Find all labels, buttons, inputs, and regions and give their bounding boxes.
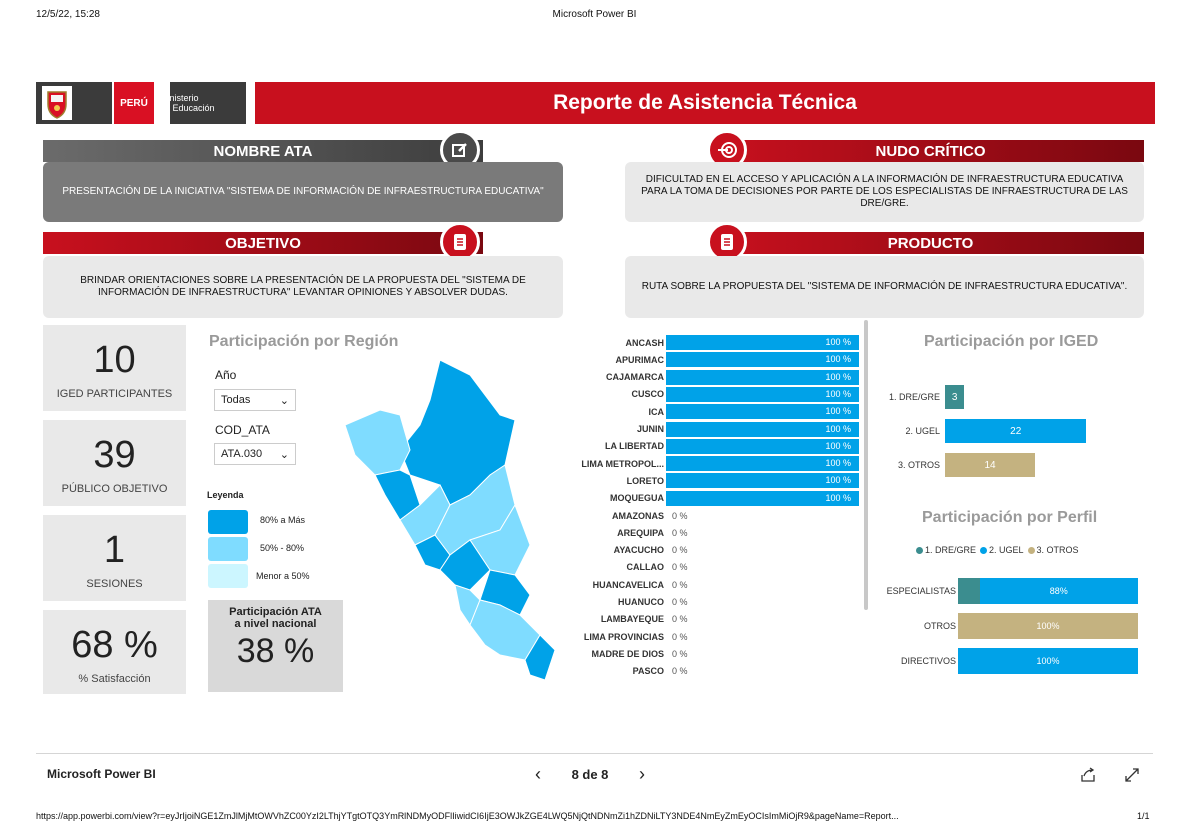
ministry-name: Ministerio de Educación (160, 93, 215, 113)
region-bar-value: 0 % (672, 631, 688, 642)
region-bar-label: ICA (648, 406, 664, 417)
region-bar-label: CAJAMARCA (606, 372, 664, 383)
region-bar[interactable]: 100 % (666, 352, 859, 367)
region-bar-value: 0 % (672, 545, 688, 556)
nudo-critico-title: NUDO CRÍTICO (717, 140, 1144, 162)
footer-app-name: Microsoft Power BI (47, 767, 156, 781)
legend-label-low: Menor a 50% (256, 571, 310, 581)
region-bar-value: 0 % (672, 614, 688, 625)
kpi-satisfaccion: 68 % % Satisfacción (43, 610, 186, 694)
chevron-left-icon[interactable]: ‹ (535, 763, 541, 784)
region-bar-label: HUANUCO (618, 597, 664, 607)
iged-bar[interactable]: 14 (945, 453, 1035, 477)
region-bar-row (559, 473, 859, 488)
region-bar[interactable]: 100 % (666, 439, 859, 454)
region-title: Participación por Región (209, 333, 399, 350)
ministry-logo (36, 82, 246, 124)
legend-swatch-low (208, 564, 248, 588)
cod-ata-label: COD_ATA (215, 423, 270, 437)
region-bar[interactable]: 100 % (666, 456, 859, 471)
legend-dot-icon (980, 547, 987, 554)
perfil-legend-item: 3. OTROS (1028, 543, 1079, 557)
producto-title: PRODUCTO (717, 232, 1144, 254)
legend-dot-icon (916, 547, 923, 554)
region-bar-row (559, 629, 688, 644)
perfil-title: Participación por Perfil (922, 509, 1098, 526)
region-bar-row (559, 335, 859, 350)
iged-bar-label: 3. OTROS (897, 460, 940, 470)
region-bar[interactable]: 100 % (666, 404, 859, 419)
region-bar-row (559, 370, 859, 385)
legend-label-high: 80% a Más (260, 515, 306, 525)
kpi-sesiones: 1 SESIONES (43, 515, 186, 601)
region-bar-label: MOQUEGUA (610, 493, 664, 504)
perfil-legend-item: 1. DRE/GRE (916, 543, 976, 557)
region-bar[interactable]: 100 % (666, 422, 859, 437)
region-bar-value: 0 % (672, 510, 688, 521)
region-bar-label: PASCO (632, 666, 664, 677)
fullscreen-icon[interactable] (1124, 767, 1140, 783)
region-bar-label: JUNIN (636, 424, 664, 434)
perfil-bar-label: ESPECIALISTAS (886, 586, 956, 596)
chevron-down-icon: ⌄ (279, 448, 289, 461)
iged-bar-label: 1. DRE/GRE (888, 392, 940, 402)
nombre-ata-text: PRESENTACIÓN DE LA INICIATIVA "SISTEMA DE INFORMACIÓN DE INFRAESTRUCTURA EDUCATIVA" (43, 162, 563, 222)
legend-swatch-high (208, 510, 248, 534)
region-bar-label: AREQUIPA (617, 527, 664, 538)
objetivo-text: BRINDAR ORIENTACIONES SOBRE LA PRESENTACIÓN DE LA PROPUESTA DEL "SISTEMA DE INFORMACIÓN DE INFRAESTRUCTURA" LEVANTAR OPINIONES Y ABSOLVER DUDAS. (43, 256, 563, 318)
share-icon[interactable] (1080, 767, 1096, 783)
region-bar-label: CALLAO (626, 562, 664, 573)
page-url: https://app.powerbi.com/view?r=eyJrIjoiNGE1ZmJlMjMtOWVhZC00YzI2LThjYTgtOTQ3YmRlNDMyODFlIiwidCI6IjE3OWJkZGE4LWQ5NjQtNDNmZi1hZDNiLTY3NDE4NmEyZmEyOCIsImMiOjR9&pageName=Report... (36, 811, 899, 821)
producto-text: RUTA SOBRE LA PROPUESTA DEL "SISTEMA DE INFORMACIÓN DE INFRAESTRUCTURA EDUCATIVA". (625, 256, 1144, 318)
region-bar-label: MADRE DE DIOS (591, 648, 664, 659)
page-count: 1/1 (1137, 811, 1150, 821)
legend-label-mid: 50% - 80% (260, 543, 305, 553)
perfil-bar-segment[interactable]: 100% (958, 648, 1138, 674)
region-bar-value: 0 % (672, 579, 688, 590)
region-bar-row (559, 508, 688, 523)
region-bar-row (559, 664, 688, 679)
region-bar-value: 0 % (672, 597, 688, 607)
legend-swatch-mid (208, 537, 248, 561)
iged-bar[interactable]: 3 (945, 385, 964, 409)
national-participation: Participación ATA a nivel nacional 38 % (208, 600, 343, 692)
region-bar-label: LIMA METROPOL... (581, 458, 664, 469)
region-bar-value: 0 % (672, 648, 688, 659)
region-bar-label: APURIMAC (615, 354, 664, 365)
region-bar-chart (559, 335, 859, 685)
region-bar[interactable]: 100 % (666, 387, 859, 402)
region-bar-row (559, 525, 688, 540)
iged-title: Participación por IGED (924, 333, 1099, 350)
perfil-bar-label: OTROS (923, 621, 956, 631)
region-bar-row (559, 560, 688, 575)
year-label: Año (215, 368, 237, 382)
cod-ata-dropdown[interactable]: ATA.030 ⌄ (214, 443, 296, 465)
region-bar-row (559, 387, 859, 402)
legend-title: Leyenda (207, 490, 244, 500)
print-date: 12/5/22, 15:28 (36, 9, 100, 20)
kpi-iged-participantes: 10 IGED PARTICIPANTES (43, 325, 186, 411)
footer-divider (36, 753, 1153, 754)
report-title: Reporte de Asistencia Técnica (255, 82, 1155, 124)
perfil-legend (916, 543, 1146, 557)
region-bar-row (559, 404, 859, 419)
region-bar-label: LIMA PROVINCIAS (583, 631, 664, 642)
region-bar-value: 0 % (672, 562, 688, 573)
coat-of-arms-icon (42, 86, 72, 120)
iged-bar-row (880, 419, 1086, 443)
region-bar[interactable]: 100 % (666, 491, 859, 506)
region-bar-label: LORETO (626, 475, 664, 486)
region-bar[interactable]: 100 % (666, 473, 859, 488)
chevron-right-icon[interactable]: › (638, 763, 645, 784)
region-bar-row (559, 422, 859, 437)
year-dropdown[interactable]: Todas ⌄ (214, 389, 296, 411)
region-bar-label: AMAZONAS (612, 510, 664, 521)
nombre-ata-title: NOMBRE ATA (43, 140, 483, 162)
perfil-bar-chart (880, 578, 1150, 688)
region-bar-label: ANCASH (625, 337, 664, 348)
perfil-bar-segment[interactable]: 100% (958, 613, 1138, 639)
legend-dot-icon (1028, 547, 1035, 554)
region-bar-row (559, 439, 859, 454)
region-bar-row (559, 352, 859, 367)
iged-bar-label: 2. UGEL (905, 426, 940, 436)
region-bar-value: 0 % (672, 527, 688, 538)
nudo-critico-text: DIFICULTAD EN EL ACCESO Y APLICACIÓN A LA INFORMACIÓN DE INFRAESTRUCTURA EDUCATIVA PARA LA TOMA DE DECISIONES POR PARTE DE LOS ESPECIALISTAS DE INFRAESTRUCTURA DE LAS DRE/GRE. (625, 162, 1144, 222)
region-bar-row (559, 456, 859, 471)
region-bar-row (559, 491, 859, 506)
region-chart-scrollbar[interactable] (864, 320, 868, 610)
region-bar-row (559, 543, 688, 558)
page-navigator (535, 764, 645, 784)
kpi-publico-objetivo: 39 PÚBLICO OBJETIVO (43, 420, 186, 506)
region-bar-label: AYACUCHO (613, 545, 664, 556)
region-bar-label: LAMBAYEQUE (600, 614, 664, 625)
objetivo-title: OBJETIVO (43, 232, 483, 254)
region-bar[interactable]: 100 % (666, 370, 859, 385)
region-bar-row (559, 595, 688, 610)
region-bar[interactable]: 100 % (666, 335, 859, 350)
region-bar-label: CUSCO (631, 389, 664, 400)
iged-bar[interactable]: 22 (945, 419, 1086, 443)
region-bar-row (559, 577, 688, 592)
page-indicator: 8 de 8 (571, 766, 609, 782)
iged-bar-row (880, 453, 1035, 477)
region-bar-label: LA LIBERTAD (605, 441, 664, 452)
region-bar-label: HUANCAVELICA (592, 579, 664, 590)
peru-map[interactable] (340, 355, 580, 685)
perfil-legend-item: 2. UGEL (980, 543, 1024, 557)
iged-bar-row (880, 385, 964, 409)
perfil-bar-segment[interactable]: 88% (980, 578, 1138, 604)
region-bar-row (559, 612, 688, 627)
iged-bar-chart (880, 385, 1150, 485)
perfil-bar-row (880, 648, 1138, 674)
perfil-bar-row (880, 578, 1138, 604)
print-title: Microsoft Power BI (552, 9, 637, 20)
peru-label: PERÚ (114, 82, 154, 124)
chevron-down-icon: ⌄ (279, 394, 289, 407)
perfil-bar-label: DIRECTIVOS (900, 656, 956, 666)
perfil-bar-segment[interactable] (958, 578, 980, 604)
region-bar-value: 0 % (672, 666, 688, 677)
region-bar-row (559, 646, 688, 661)
perfil-bar-row (880, 613, 1138, 639)
